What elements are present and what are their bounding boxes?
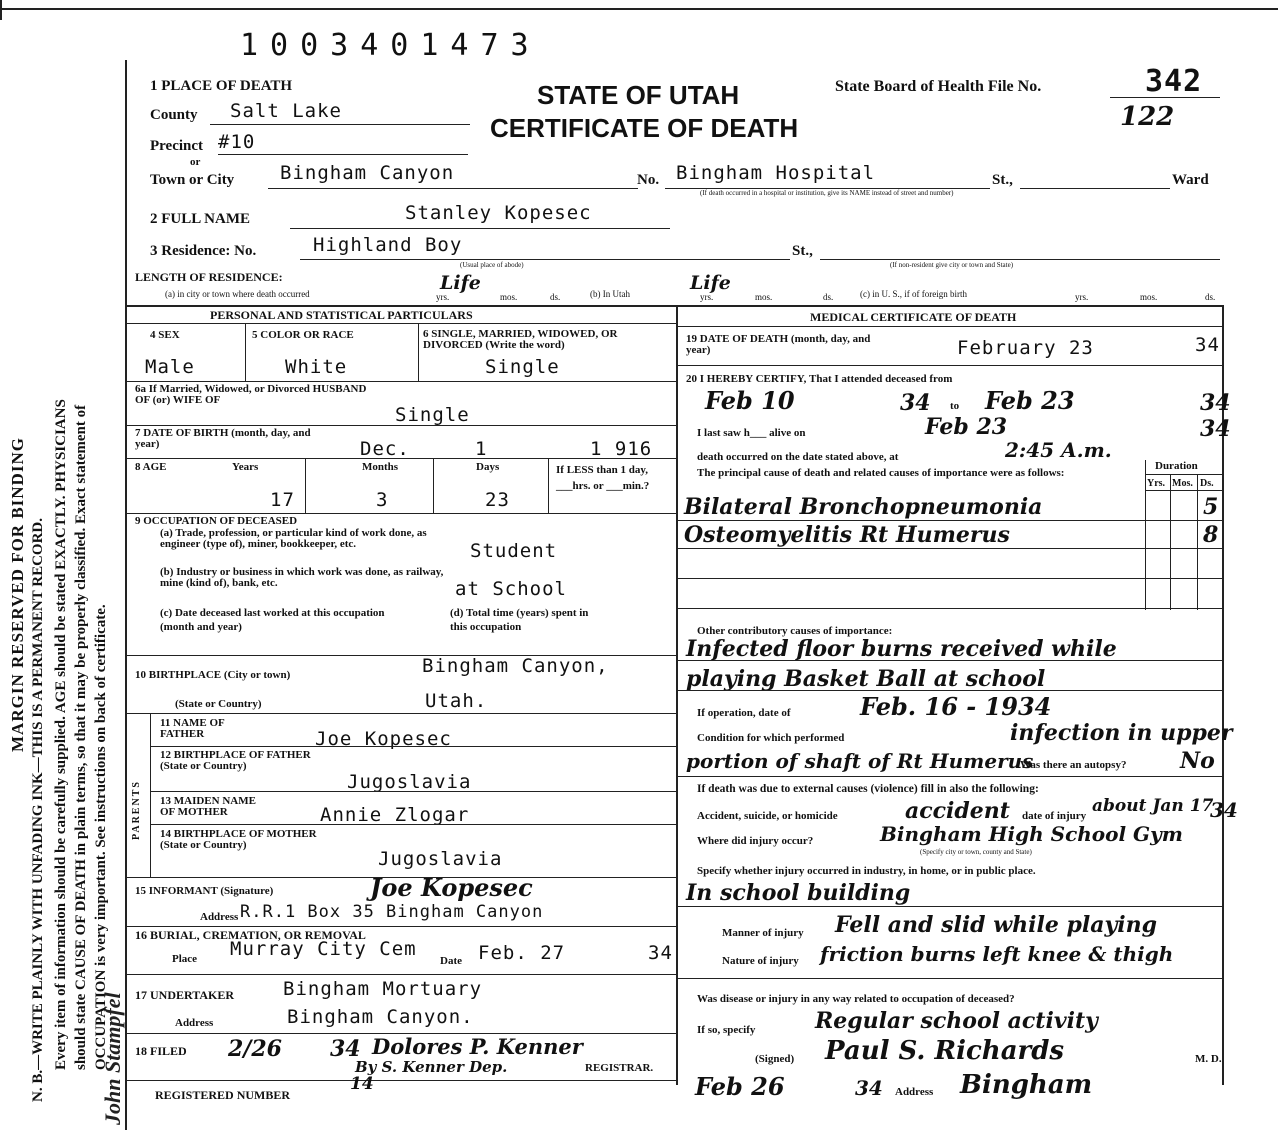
utah-label: (b) In Utah: [590, 289, 630, 299]
birthplace-label: 10 BIRTHPLACE (City or town): [135, 669, 291, 681]
external-label: If death was due to external causes (violence) fill in also the following:: [697, 783, 1039, 795]
registrar-label: REGISTRAR.: [585, 1062, 654, 1074]
color-label: 5 COLOR OR RACE: [252, 329, 354, 341]
city-value: Life: [440, 272, 481, 294]
specify-value: In school building: [686, 880, 911, 906]
nonres-note: (If non-resident give city or town and State): [890, 261, 1014, 269]
filed-value: 2/26: [228, 1036, 282, 1062]
to-year: 34: [1200, 390, 1231, 416]
months-label: Months: [362, 461, 399, 473]
margin-binding: MARGIN RESERVED FOR BINDING: [8, 437, 27, 752]
place-section-label: 1 PLACE OF DEATH: [150, 78, 293, 94]
specify2-label: If so, specify: [697, 1024, 756, 1036]
attended-to: Feb 23: [985, 386, 1075, 415]
margin-nb: N. B.—WRITE PLAINLY WITH UNFADING INK—THIS IS A PERMANENT RECORD.: [30, 518, 46, 1102]
where-label: Where did injury occur?: [697, 835, 814, 847]
registered-label: REGISTERED NUMBER: [155, 1088, 291, 1102]
birthplace-state-label: (State or Country): [175, 698, 262, 710]
medical-header: MEDICAL CERTIFICATE OF DEATH: [810, 310, 1017, 324]
age-months: 3: [376, 489, 389, 511]
op-label: If operation, date of: [697, 707, 791, 719]
registered-value: 14: [350, 1074, 374, 1094]
saw-year: 34: [1200, 416, 1231, 442]
file-label: State Board of Health File No.: [835, 78, 1042, 95]
cause-1-duration: 5: [1203, 494, 1219, 520]
duration-label: Duration: [1155, 460, 1198, 472]
contrib-2: playing Basket Ball at school: [686, 666, 1046, 692]
from-year: 34: [900, 390, 931, 416]
cause-2-duration: 8: [1203, 522, 1219, 548]
name-value: Stanley Kopesec: [405, 202, 592, 224]
sex-label: 4 SEX: [150, 329, 180, 341]
nature-label: Nature of injury: [722, 955, 799, 967]
filed-label: 18 FILED: [135, 1044, 187, 1058]
dob-day: 1: [475, 438, 488, 460]
county-value: Salt Lake: [230, 100, 342, 122]
manner-label: Manner of injury: [722, 927, 804, 939]
spouse-label: 6a If Married, Widowed, or Divorced HUSBAND OF (or) WIFE OF: [135, 383, 367, 406]
town-value: Bingham Canyon: [280, 162, 455, 184]
physician-signature: Paul S. Richards: [825, 1036, 1065, 1066]
undertaker-value: Bingham Mortuary: [283, 978, 483, 1000]
birthplace-state: Utah.: [425, 690, 488, 712]
saw-date: Feb 23: [925, 414, 1008, 440]
burial-year: 34: [648, 942, 673, 964]
length-label: LENGTH OF RESIDENCE:: [135, 270, 283, 284]
cause-1: Bilateral Bronchopneumonia: [684, 494, 1043, 520]
burial-label: 16 BURIAL, CREMATION, OR REMOVAL: [135, 928, 366, 942]
sex-value: Male: [145, 356, 195, 378]
occ-b-label: (b) Industry or business in which work was done, as railway, mine (kind of), bank, etc.: [160, 566, 444, 589]
mos-b: mos.: [755, 292, 773, 302]
signed-date: Feb 26: [695, 1072, 785, 1101]
occ-b-value: at School: [455, 578, 567, 600]
residence-label: 3 Residence: No.: [150, 243, 257, 259]
dur-ds: Ds.: [1200, 478, 1214, 489]
dod-label: 19 DATE OF DEATH (month, day, and year): [686, 333, 871, 356]
occ-d-label: (d) Total time (years) spent in this occupation: [450, 607, 589, 633]
cause-label: The principal cause of death and related causes of importance were as follows:: [697, 467, 1065, 479]
or-label: or: [190, 156, 201, 168]
signed-year: 34: [855, 1076, 883, 1100]
death-time: 2:45 A.m.: [1005, 438, 1112, 462]
death-time-label: death occurred on the date stated above, at: [697, 451, 899, 463]
marital-label: 6 SINGLE, MARRIED, WIDOWED, OR DIVORCED (Write the word): [423, 328, 618, 351]
injury-date: about Jan 17: [1092, 796, 1214, 816]
autopsy-label: Was there an autopsy?: [1020, 759, 1127, 771]
contrib-label: Other contributory causes of importance:: [697, 625, 893, 637]
residence-value: Highland Boy: [313, 234, 463, 256]
less-label: If LESS than 1 day, ___hrs. or ___min.?: [556, 464, 650, 492]
filed-year: 34: [330, 1036, 361, 1062]
injury-year: 34: [1210, 798, 1238, 822]
injury-date-label: date of injury: [1022, 810, 1087, 822]
personal-header: PERSONAL AND STATISTICAL PARTICULARS: [210, 308, 473, 322]
spouse-value: Single: [395, 404, 470, 426]
ds-c: ds.: [1205, 292, 1216, 302]
mos-a: mos.: [500, 292, 518, 302]
informant-address: R.R.1 Box 35 Bingham Canyon: [240, 902, 544, 922]
margin-instruction-1: Every item of information should be carefully supplied. AGE should be stated EXACTLY. PHYSICIANS: [53, 399, 69, 1070]
father-label: 11 NAME OF FATHER: [160, 717, 225, 740]
precinct-label: Precinct: [150, 138, 204, 154]
occ-a-label: (a) Trade, profession, or particular kind of work done, as engineer (type of), miner, bookkeeper, etc.: [160, 527, 427, 550]
state-title: STATE OF UTAH: [537, 80, 740, 110]
occ-c-label: (c) Date deceased last worked at this occupation (month and year): [160, 607, 385, 633]
hospital-note: (If death occurred in a hospital or institution, give its NAME instead of street and number): [700, 189, 954, 197]
dod-year: 34: [1195, 334, 1220, 356]
accident-value: accident: [905, 798, 1010, 824]
dod-value: February 23: [957, 337, 1094, 359]
burial-place-label: Place: [172, 953, 198, 965]
margin-instruction-2: should state CAUSE OF DEATH in plain terms, so that it may be properly classified. Exact statement of: [73, 404, 89, 1070]
informant-label: 15 INFORMANT (Signature): [135, 885, 274, 897]
specify-label: Specify whether injury occurred in industry, in home, or in public place.: [697, 865, 1036, 877]
occ-a-value: Student: [470, 540, 558, 562]
mother-bp-label: 14 BIRTHPLACE OF MOTHER (State or Country): [160, 828, 317, 851]
age-years: 17: [270, 489, 295, 511]
burial-date-label: Date: [440, 955, 462, 967]
years-label: Years: [232, 461, 259, 473]
father-bp-value: Jugoslavia: [347, 771, 472, 793]
dob-label: 7 DATE OF BIRTH (month, day, and year): [135, 427, 311, 450]
city-label: (a) in city or town where death occurred: [165, 289, 310, 299]
mos-c: mos.: [1140, 292, 1158, 302]
registrar-by: By S. Kenner Dep.: [355, 1058, 508, 1076]
dob-month: Dec.: [360, 438, 410, 460]
ds-b: ds.: [823, 292, 834, 302]
county-label: County: [150, 107, 198, 123]
where-value: Bingham High School Gym: [880, 822, 1183, 846]
father-bp-label: 12 BIRTHPLACE OF FATHER (State or Country): [160, 749, 311, 772]
physician-address: Bingham: [960, 1070, 1093, 1100]
cond-label: Condition for which performed: [697, 732, 845, 744]
autopsy-value: No: [1180, 748, 1215, 774]
cond-1: infection in upper: [1010, 720, 1233, 746]
yrs-b: yrs.: [700, 292, 714, 302]
yrs-a: yrs.: [436, 292, 450, 302]
days-label: Days: [476, 461, 500, 473]
burial-date: Feb. 27: [478, 942, 566, 964]
dob-year: 1 916: [590, 438, 653, 460]
precinct-value: #10: [218, 131, 256, 153]
specify2-value: Regular school activity: [815, 1008, 1098, 1034]
marital-value: Single: [485, 356, 560, 378]
usual-note: (Usual place of abode): [460, 261, 524, 269]
undertaker-address: Bingham Canyon.: [287, 1006, 474, 1028]
birthplace-city: Bingham Canyon,: [422, 655, 609, 677]
occ-label: 9 OCCUPATION OF DECEASED: [135, 515, 298, 527]
mother-bp-value: Jugoslavia: [378, 848, 503, 870]
hospital-value: Bingham Hospital: [676, 162, 876, 184]
accident-label: Accident, suicide, or homicide: [697, 810, 838, 822]
margin-instruction-3: OCCUPATION is very important. See instructions on back of certificate.: [93, 604, 109, 1070]
nature-value: friction burns left knee & thigh: [820, 942, 1174, 966]
name-label: 2 FULL NAME: [150, 211, 251, 227]
color-value: White: [285, 356, 348, 378]
dur-yrs: Yrs.: [1147, 478, 1166, 489]
st-label: St.,: [992, 172, 1013, 188]
file-sub-number: 122: [1120, 102, 1175, 132]
undertaker-address-label: Address: [175, 1017, 214, 1029]
file-number: 342: [1145, 64, 1203, 99]
registrar-signature: Dolores P. Kenner: [372, 1034, 583, 1059]
md-label: M. D.: [1195, 1053, 1222, 1065]
signed-label: (Signed): [755, 1053, 795, 1065]
physician-address-label: Address: [895, 1086, 934, 1098]
informant-address-label: Address: [200, 911, 239, 923]
cause-2: Osteomyelitis Rt Humerus: [684, 522, 1010, 548]
informant-signature: Joe Kopesec: [370, 873, 533, 902]
to-label: to: [950, 400, 960, 412]
attended-from: Feb 10: [705, 386, 795, 415]
manner-value: Fell and slid while playing: [835, 912, 1158, 938]
town-label: Town or City: [150, 172, 235, 188]
mother-label: 13 MAIDEN NAME OF MOTHER: [160, 795, 256, 818]
top-number: 1003401473: [240, 28, 541, 63]
us-label: (c) in U. S., if of foreign birth: [860, 289, 967, 299]
op-date: Feb. 16 - 1934: [860, 692, 1052, 721]
occ-related-label: Was disease or injury in any way related to occupation of deceased?: [697, 993, 1015, 1005]
yrs-c: yrs.: [1075, 292, 1089, 302]
cond-2: portion of shaft of Rt Humerus: [686, 749, 1034, 773]
father-value: Joe Kopesec: [315, 728, 452, 750]
burial-place: Murray City Cem: [230, 938, 417, 960]
where-note: (Specify city or town, county and State): [920, 848, 1032, 856]
age-label: 8 AGE: [135, 461, 167, 473]
residence-st-label: St.,: [792, 243, 813, 259]
mother-value: Annie Zlogar: [320, 804, 470, 826]
dur-mos: Mos.: [1172, 478, 1193, 489]
ds-a: ds.: [550, 292, 561, 302]
undertaker-label: 17 UNDERTAKER: [135, 988, 235, 1002]
saw-label: I last saw h___ alive on: [697, 427, 806, 439]
ward-label: Ward: [1172, 172, 1209, 188]
margin-signature: John Stampfel: [100, 992, 125, 1125]
no-label: No.: [637, 172, 660, 188]
parents-label: PARENTS: [131, 780, 142, 840]
age-days: 23: [485, 489, 510, 511]
certificate-title: CERTIFICATE OF DEATH: [490, 113, 799, 143]
certify-label: 20 I HEREBY CERTIFY, That I attended deceased from: [686, 373, 953, 385]
utah-value: Life: [690, 272, 731, 294]
contrib-1: Infected floor burns received while: [686, 636, 1117, 662]
